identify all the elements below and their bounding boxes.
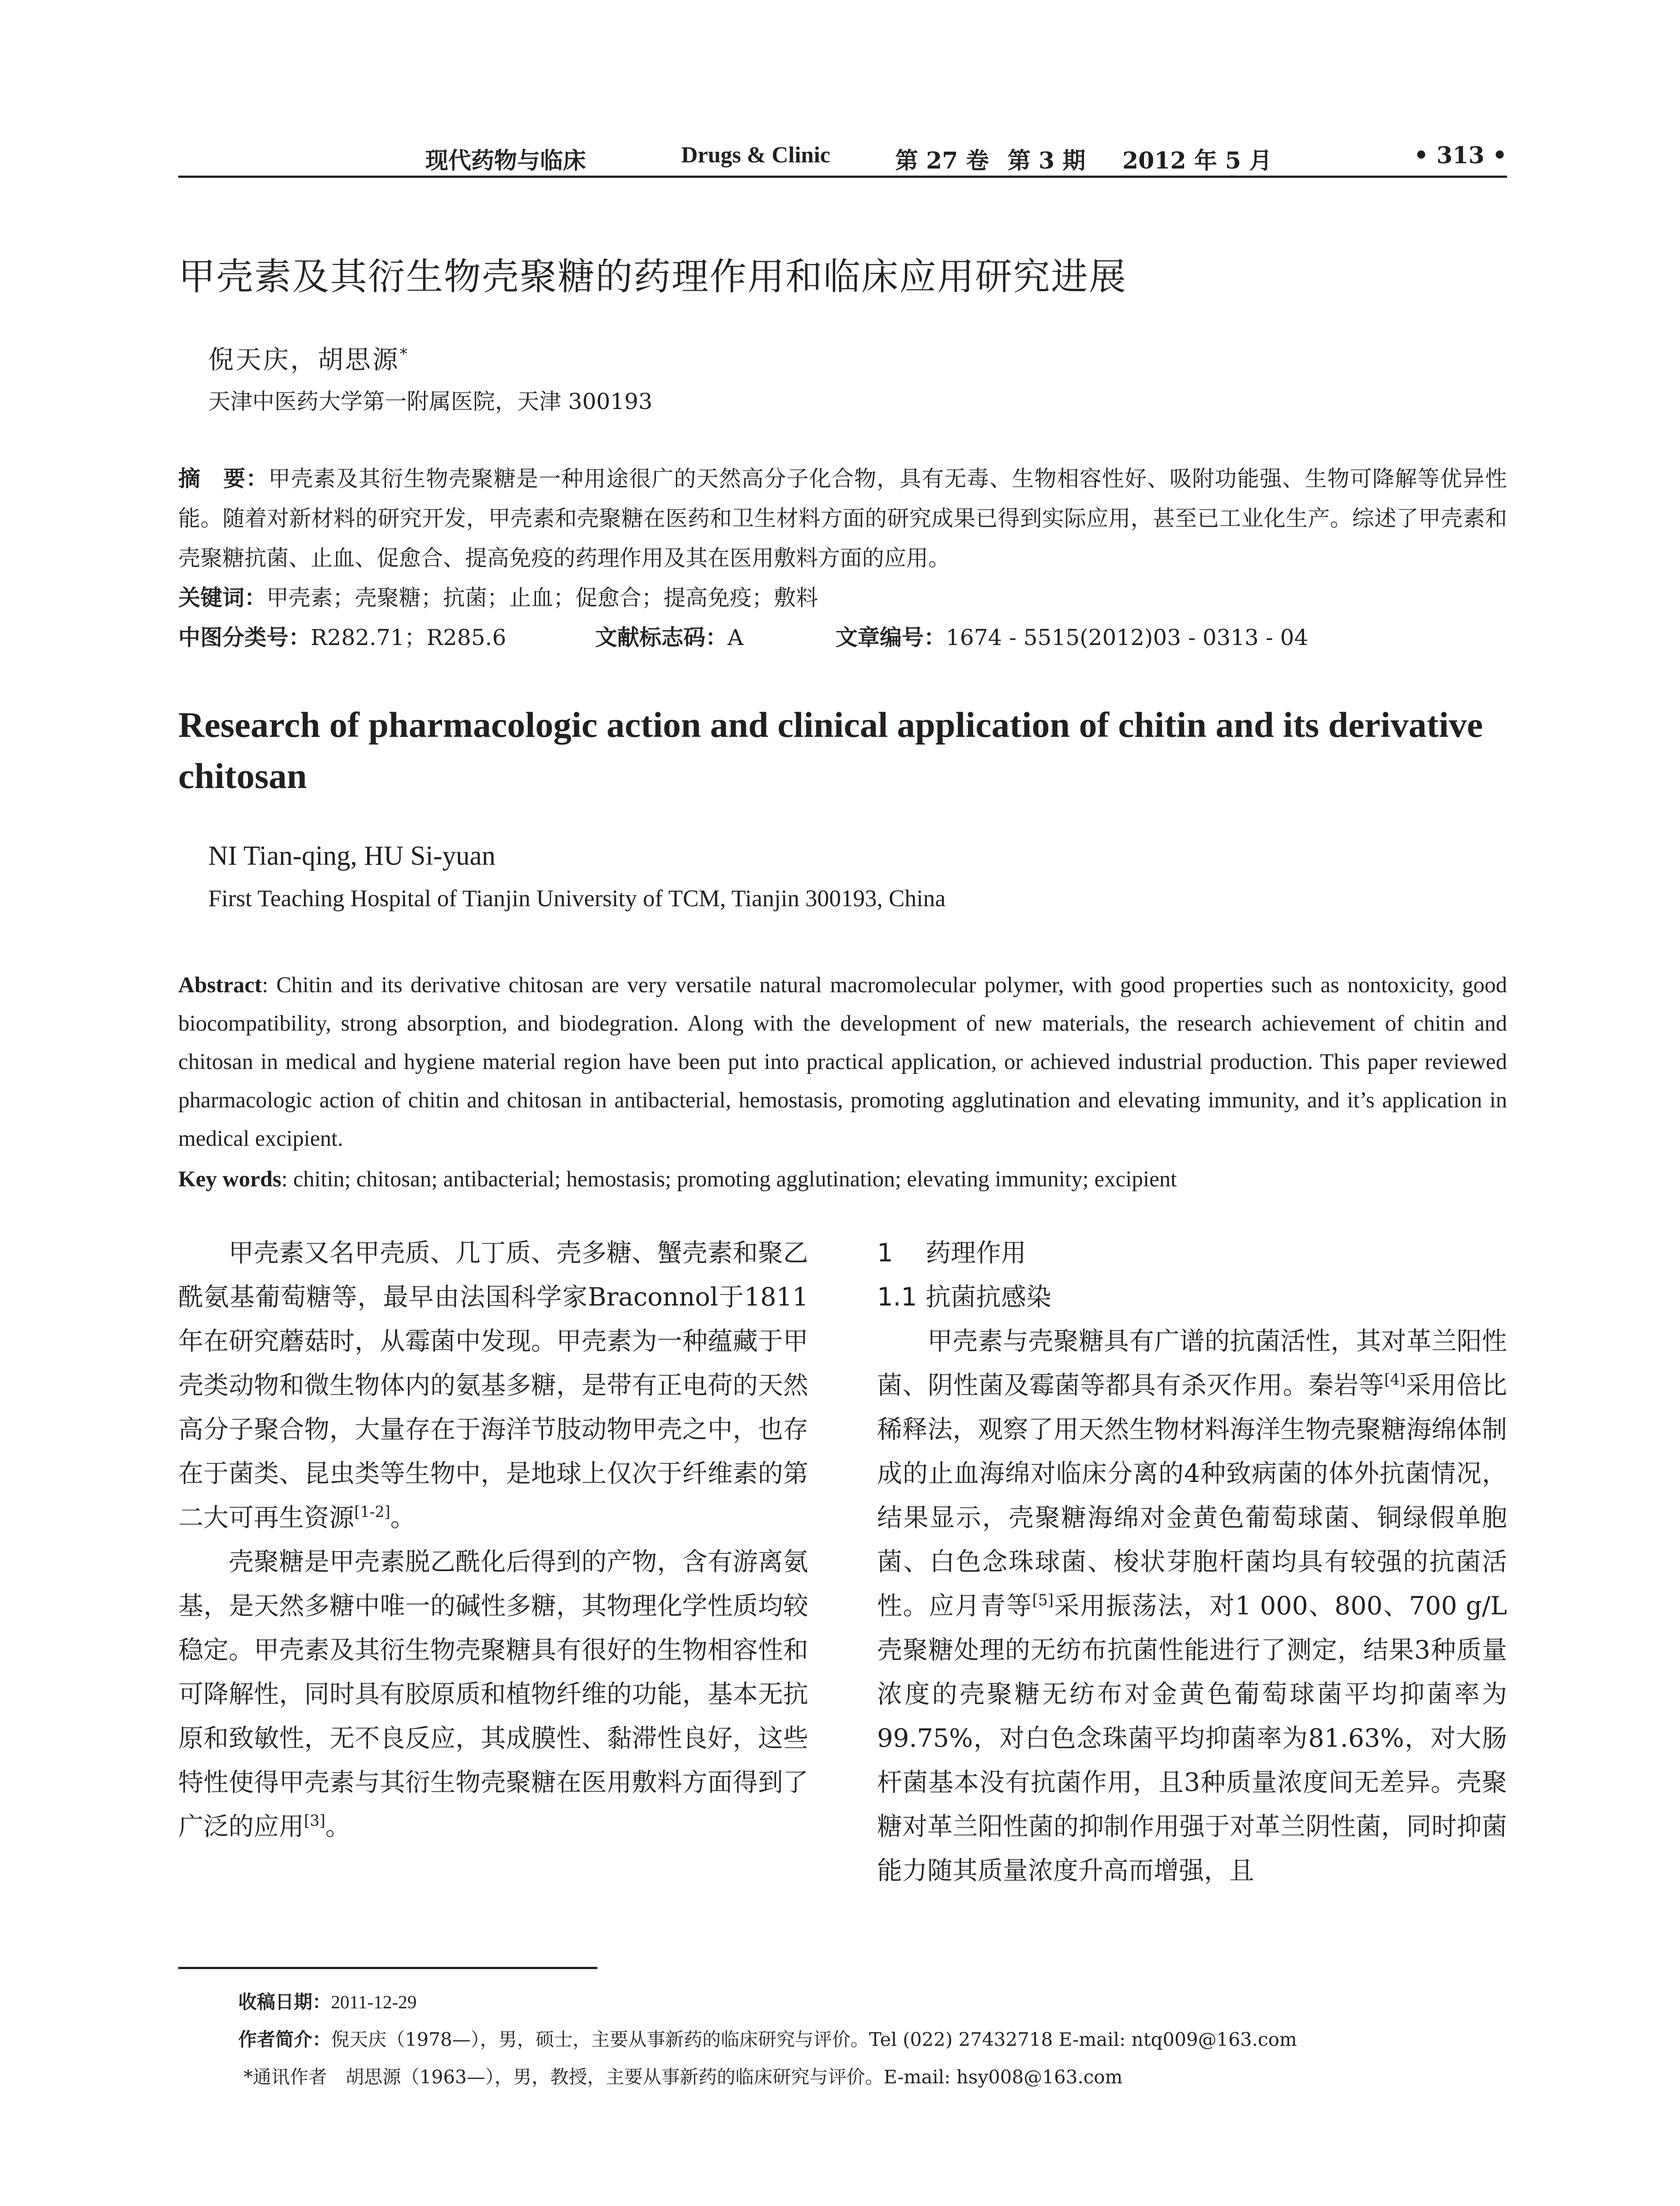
- clc-value: R282.71；R285.6: [311, 625, 506, 650]
- body-paragraph-3: 甲壳素与壳聚糖具有广谱的抗菌活性，其对革兰阳性菌、阴性菌及霉菌等都具有杀灭作用。秦岩等[4]采用倍比稀释法，观察了用天然生物材料海洋生物壳聚糖海绵体制成的止血海绵对临床分离的4种致病菌的体外抗菌情况，结果显示，壳聚糖海绵对金黄色葡萄球菌、铜绿假单胞菌、白色念珠球菌、梭状芽胞杆菌均具有较强的抗菌活性。应月青等[5]采用振荡法，对1 000、800、700 g/L壳聚糖处理的无纺布抗菌性能进行了测定，结果3种质量浓度的壳聚糖无纺布对金黄色葡萄球菌平均抑菌率为99.75%，对白色念珠菌平均抑菌率为81.63%，对大肠杆菌基本没有抗菌作用，且3种质量浓度间无差异。壳聚糖对革兰阳性菌的抑制作用强于对革兰阴性菌，同时抑菌能力随其质量浓度升高而增强，且: [877, 1327, 1508, 1885]
- citation-ref[interactable]: [5]: [1032, 1591, 1054, 1609]
- subsection-heading: 1.1 抗菌抗感染: [877, 1283, 1051, 1312]
- article-no-label: 文章编号：: [836, 625, 946, 650]
- article-number: [836, 618, 1309, 657]
- document-code: [595, 618, 744, 657]
- journal-name-en: Drugs & Clinic: [681, 143, 830, 168]
- doc-code-value: A: [728, 625, 744, 650]
- keywords-en-label: Key words: [178, 1167, 281, 1192]
- clc-number: [178, 618, 506, 657]
- body-column-right: [877, 1231, 1507, 1893]
- keywords-cn-label: 关键词：: [178, 585, 266, 611]
- abstract-cn-label: 摘 要：: [178, 466, 269, 491]
- footnote-rule: [178, 1967, 597, 1969]
- citation-ref[interactable]: [3]: [304, 1812, 326, 1830]
- citation-ref[interactable]: [4]: [1384, 1371, 1406, 1389]
- running-header: [178, 142, 1507, 173]
- body-paragraph-1: 甲壳素又名甲壳质、几丁质、壳多糖、蟹壳素和聚乙酰氨基葡萄糖等，最早由法国科学家Braconnol于1811年在研究蘑菇时，从霉菌中发现。甲壳素为一种蕴藏于甲壳类动物和微生物体内的氨基多糖，是带有正电荷的天然高分子聚合物，大量存在于海洋节肢动物甲壳之中，也存在于菌类、昆虫类等生物中，是地球上仅次于纤维素的第二大可再生资源[1-2]。: [178, 1238, 808, 1532]
- citation-ref[interactable]: [1-2]: [354, 1503, 390, 1521]
- abstract-en-text: : Chitin and its derivative chitosan are very versatile natural macromolecular polymer, with good properties such as nontoxicity, good biocompatibility, strong absorption, and biodegration. Along with the development of new materials, the research achievement of chitin and chitosan in medical and hygiene material region have been put into practical application, or achieved industrial production. This paper reviewed pharmacologic action of chitin and chitosan in antibacterial, hemostasis, promoting agglutination and elevating immunity, and it’s application in medical excipient.: [178, 973, 1507, 1151]
- authors-cn: [208, 339, 409, 376]
- article-no-value: 1674 - 5515(2012)03 - 0313 - 04: [946, 625, 1309, 650]
- volume: 第 27 卷: [895, 147, 989, 174]
- author-names-cn: 倪天庆，胡思源: [208, 345, 400, 375]
- keywords-en: [178, 1160, 1507, 1199]
- footnote-author: 作者简介：倪天庆（1978—），男，硕士，主要从事新药的临床研究与评价。Tel (022) 27432718 E-mail: ntq009@163.com: [238, 2029, 1297, 2050]
- title-cn: 甲壳素及其衍生物壳聚糖的药理作用和临床应用研究进展: [178, 255, 1127, 298]
- issue-date: 2012 年 5 月: [1122, 147, 1272, 174]
- footnote-received: 收稿日期：2011-12-29: [238, 1991, 417, 2013]
- doc-code-label: 文献标志码：: [595, 625, 728, 650]
- keywords-cn: [178, 578, 1507, 618]
- clc-label: 中图分类号：: [178, 625, 311, 650]
- journal-name-cn: 现代药物与临床: [425, 147, 586, 174]
- abstract-cn-text: 甲壳素及其衍生物壳聚糖是一种用途很广的天然高分子化合物，具有无毒、生物相容性好、吸附功能强、生物可降解等优异性能。随着对新材料的研究开发，甲壳素和壳聚糖在医药和卫生材料方面的研究成果已得到实际应用，甚至已工业化生产。综述了甲壳素和壳聚糖抗菌、止血、促愈合、提高免疫的药理作用及其在医用敷料方面的应用。: [178, 466, 1508, 571]
- authors-en: NI Tian-qing, HU Si-yuan: [208, 841, 496, 871]
- body-column-left: [178, 1231, 808, 1849]
- header-rule: [178, 176, 1507, 178]
- classification-line: [178, 618, 1507, 657]
- corresponding-mark: *: [400, 345, 409, 364]
- footnote-corresponding: *通讯作者 胡思源（1963—），男，教授，主要从事新药的临床研究与评价。E-mail: hsy008@163.com: [244, 2066, 1123, 2088]
- section-heading: 1 药理作用: [877, 1238, 1026, 1268]
- keywords-en-text: : chitin; chitosan; antibacterial; hemostasis; promoting agglutination; elevating immunity; excipient: [281, 1167, 1177, 1192]
- abstract-cn: [178, 459, 1507, 578]
- abstract-en-label: Abstract: [178, 973, 262, 998]
- keywords-cn-text: 甲壳素；壳聚糖；抗菌；止血；促愈合；提高免疫；敷料: [266, 585, 818, 611]
- abstract-en: [178, 966, 1507, 1158]
- body-paragraph-2: 壳聚糖是甲壳素脱乙酰化后得到的产物，含有游离氨基，是天然多糖中唯一的碱性多糖，其物理化学性质均较稳定。甲壳素及其衍生物壳聚糖具有很好的生物相容性和可降解性，同时具有胶原质和植物纤维的功能，基本无抗原和致敏性，无不良反应，其成膜性、黏滞性良好，这些特性使得甲壳素与其衍生物壳聚糖在医用敷料方面得到了广泛的应用[3]。: [178, 1547, 808, 1841]
- title-en: Research of pharmacologic action and clinical application of chitin and its derivative chitosan: [178, 705, 1483, 796]
- issue: 第 3 期: [1008, 147, 1086, 174]
- affiliation-cn: 天津中医药大学第一附属医院，天津 300193: [208, 389, 652, 414]
- affiliation-en: First Teaching Hospital of Tianjin University of TCM, Tianjin 300193, China: [208, 885, 946, 912]
- page-number: • 313 •: [1414, 142, 1507, 169]
